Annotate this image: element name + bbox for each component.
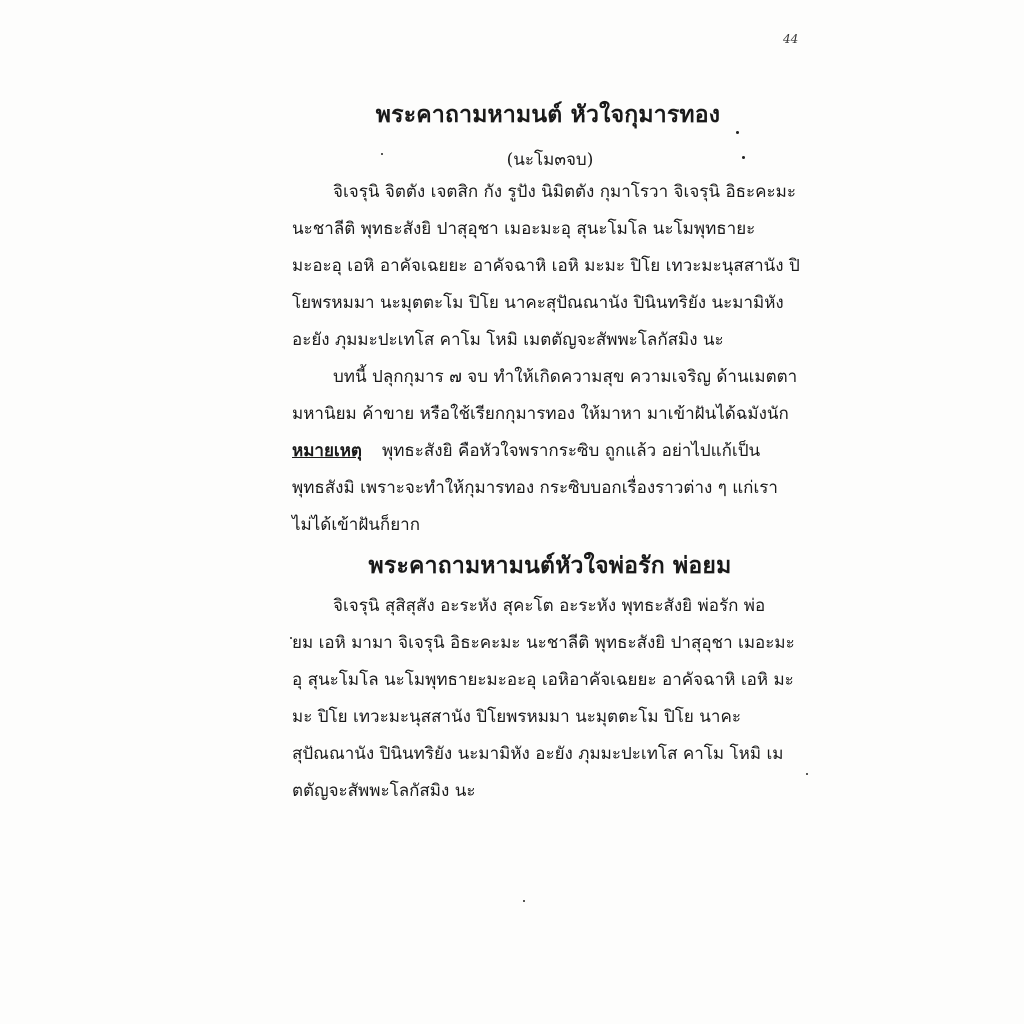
scan-speck <box>523 900 525 902</box>
note-line: ไม่ได้เข้าฝันก็ยาก <box>292 515 420 535</box>
note-line <box>292 440 812 462</box>
chant-line: อุ สุนะโมโล นะโมพุทธายะมะอะอุ เอหิอาคัจเฉยยะ อาคัจฉาหิ เอหิ มะ <box>292 670 794 690</box>
chant-line: จิเจรุนิ สุสิสุสัง อะระหัง สุคะโต อะระหัง พุทธะสังยิ พ่อรัก พ่อ <box>333 596 766 616</box>
page-number: 44 <box>783 32 799 46</box>
chant-line: นะชาลีติ พุทธะสังยิ ปาสุอุชา เมอะมะอุ สุนะโมโล นะโมพุทธายะ <box>292 219 756 239</box>
note-line: พุทธสังมิ เพราะจะทำให้กุมารทอง กระซิบบอกเรื่องราวต่าง ๆ แก่เรา <box>292 478 778 498</box>
chant-line: จิเจรุนิ จิตตัง เจตสิก กัง รูปัง นิมิตตัง กุมาโรวา จิเจรุนิ อิธะคะมะ <box>333 182 797 202</box>
scan-speck <box>736 131 739 134</box>
chant-line: อะยัง ภุมมะปะเทโส คาโม โหมิ เมตตัญจะสัพพะโลกัสมิง นะ <box>292 330 724 350</box>
chant-line: โยพรหมมา นะมุตตะโม ปิโย นาคะสุปัณณานัง ปินินทริยัง นะมามิหัง <box>292 293 784 313</box>
scan-speck <box>742 156 745 159</box>
chant-line: มะอะอุ เอหิ อาคัจเฉยยะ อาคัจฉาหิ เอหิ มะมะ ปิโย เทวะมะนุสสานัง ปิ <box>292 256 800 276</box>
section-subtitle: (นะโม๓จบ) <box>506 150 594 170</box>
note-label: หมายเหตุ <box>292 441 362 461</box>
scan-speck <box>381 153 383 155</box>
scan-speck <box>290 637 292 639</box>
chant-line: ตตัญจะสัพพะโลกัสมิง นะ <box>292 781 476 801</box>
chant-line: ยม เอหิ มามา จิเจรุนิ อิธะคะมะ นะชาลีติ พุทธะสังยิ ปาสุอุชา เมอะมะ <box>292 633 795 653</box>
chant-line: มะ ปิโย เทวะมะนุสสานัง ปิโยพรหมมา นะมุตตะโม ปิโย นาคะ <box>292 707 741 727</box>
note-text: พุทธะสังยิ คือหัวใจพรากระซิบ ถูกแล้ว อย่าไปแก้เป็น <box>381 441 761 461</box>
scan-speck <box>806 773 808 775</box>
section-title-kuman-thong: พระคาถามหามนต์ หัวใจกุมารทอง <box>375 101 721 128</box>
chant-line: สุปัณณานัง ปินินทริยัง นะมามิหัง อะยัง ภุมมะปะเทโส คาโม โหมิ เม <box>292 744 784 764</box>
usage-line: บทนี้ ปลุกกุมาร ๗ จบ ทำให้เกิดความสุข ความเจริญ ด้านเมตตา <box>333 367 798 387</box>
usage-line: มหานิยม ค้าขาย หรือใช้เรียกกุมารทอง ให้มาหา มาเข้าฝันได้ฉมังนัก <box>292 404 789 424</box>
section-title-por-rak-por-yom: พระคาถามหามนต์หัวใจพ่อรัก พ่อยม <box>368 552 732 579</box>
